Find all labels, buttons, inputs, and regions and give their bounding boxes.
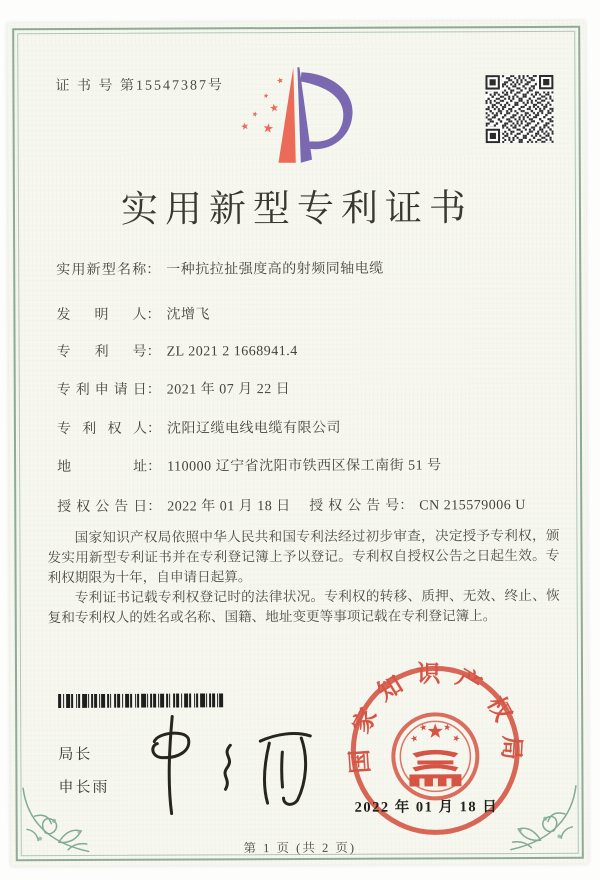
svg-text:国家知识产权局	[346, 661, 525, 774]
director-signature-image	[132, 710, 337, 821]
field-colon: ：	[146, 382, 161, 398]
qr-code-icon	[485, 75, 553, 143]
field-row-inventor	[56, 302, 556, 324]
field-row-filing-date	[57, 377, 557, 399]
field-label: 专利申请日	[56, 382, 147, 399]
legal-paragraph-1: 国家知识产权局依照中华人民共和国专利法经过初步审查，决定授予专利权，颁发实用新型专利证书并在专利登记簿上予以登记。专利权自授权公告之日起生效。专利权期限为十年，自申请日起算。	[47, 527, 560, 586]
field-label: 实用新型名称	[56, 262, 147, 279]
field-value: 2022 年 01 月 18 日	[167, 499, 291, 515]
field-colon: ：	[147, 499, 162, 515]
field-colon: ：	[146, 421, 161, 437]
field-row-patentee	[57, 416, 557, 438]
field-label: 地址	[57, 459, 148, 476]
legal-paragraph-2: 专利证书记载专利权登记时的法律状况。专利权的转移、质押、无效、终止、恢复和专利权人的姓名或名称、国籍、地址变更等事项记载在专利登记簿上。	[47, 587, 560, 626]
field-value: 一种抗拉扯强度高的射频同轴电缆	[166, 261, 384, 278]
barcode-icon	[57, 693, 225, 708]
grant-date-pair	[57, 499, 291, 515]
director-name: 申长雨	[58, 778, 110, 797]
seal-date: 2022 年 01 月 18 日	[354, 799, 499, 816]
field-value: 沈增飞	[166, 307, 210, 323]
field-colon: ：	[146, 262, 161, 278]
field-value: 沈阳辽缆电线电缆有限公司	[166, 420, 341, 437]
certificate-page	[7, 21, 589, 867]
field-label: 专利权人	[56, 421, 147, 438]
field-label: 授权公告日	[57, 499, 148, 516]
field-colon: ：	[146, 344, 161, 360]
field-colon: ：	[399, 498, 414, 514]
field-colon: ：	[146, 307, 161, 323]
field-value: 110000 辽宁省沈阳市铁西区保工南街 51 号	[167, 458, 442, 475]
field-row-address	[57, 454, 557, 476]
field-label: 发明人	[56, 307, 147, 324]
field-row-grant	[57, 494, 557, 516]
field-label: 专利号	[56, 344, 147, 361]
legal-text	[47, 526, 559, 628]
cnipa-logo-icon	[233, 64, 359, 171]
corner-flourish-icon	[17, 775, 101, 859]
certificate-number: 证 书 号 第15547387号	[55, 78, 224, 95]
field-row-patent-number	[57, 339, 557, 361]
grant-number-pair	[309, 494, 526, 515]
field-row-utility-name	[56, 257, 556, 279]
field-value: CN 215579006 U	[419, 498, 526, 514]
director-title: 局长	[58, 745, 93, 764]
field-colon: ：	[147, 459, 162, 475]
national-emblem-icon	[393, 714, 477, 798]
seal-org-text: 国家知识产权局	[346, 661, 525, 775]
field-value: 2021 年 07 月 22 日	[166, 382, 291, 398]
page-footer: 第 1 页 (共 2 页)	[243, 840, 357, 856]
certificate-title: 实用新型专利证书	[120, 188, 474, 231]
field-value: ZL 2021 2 1668941.4	[166, 344, 298, 360]
field-label: 授权公告号	[309, 498, 400, 514]
